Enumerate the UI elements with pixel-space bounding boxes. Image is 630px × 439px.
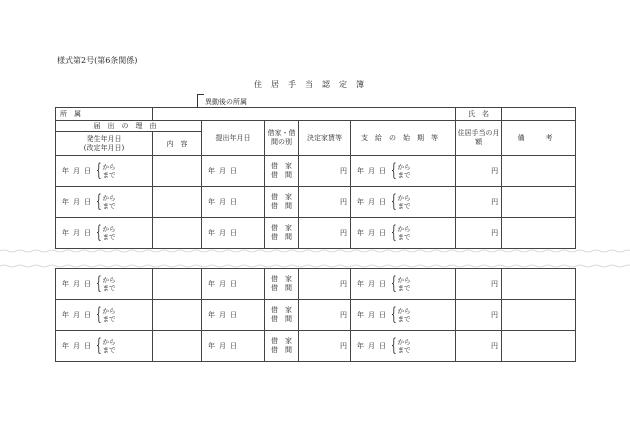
occurrence-until: まで: [102, 315, 116, 323]
dept-label-cell: [56, 108, 153, 121]
rent-type-cell[interactable]: [265, 218, 299, 249]
occurrence-date-cell[interactable]: [56, 269, 153, 300]
allowance-yen: 円: [491, 342, 498, 350]
payment-start-until: まで: [397, 202, 411, 210]
payment-start-month: 月: [368, 311, 379, 319]
submission-year: 年: [208, 198, 219, 206]
brace-icon: {: [95, 160, 102, 181]
occurrence-until: まで: [102, 233, 116, 241]
occurrence-from: から: [102, 194, 116, 202]
rent-type-cell[interactable]: [265, 300, 299, 331]
payment-start-cell[interactable]: [351, 187, 456, 218]
table-row: [56, 218, 576, 249]
allowance-cell[interactable]: [456, 156, 502, 187]
name-input-cell[interactable]: [502, 108, 576, 121]
allowance-cell[interactable]: [456, 331, 502, 362]
submission-day: 日: [230, 229, 241, 237]
occurrence-from: から: [102, 163, 116, 171]
payment-start-until: まで: [397, 284, 411, 292]
submission-day: 日: [230, 167, 241, 175]
payment-start-year: 年: [357, 280, 368, 288]
content-cell[interactable]: [153, 269, 202, 300]
dept-label: 所 属: [60, 110, 81, 118]
occurrence-until: まで: [102, 346, 116, 354]
occurrence-year: 年: [62, 342, 73, 350]
occurrence-from: から: [102, 276, 116, 284]
determined-rent-header: 決定家賃等: [299, 121, 351, 156]
torn-edge: [0, 249, 630, 268]
occurrence-day: 日: [84, 280, 95, 288]
page-title: 住居手当認定簿: [254, 80, 373, 89]
payment-start-year: 年: [357, 167, 368, 175]
remarks-cell[interactable]: [502, 156, 576, 187]
content-cell[interactable]: [153, 331, 202, 362]
rent-type-room: 借 間: [271, 202, 292, 210]
brace-icon: {: [390, 191, 397, 212]
allowance-cell[interactable]: [456, 269, 502, 300]
occurrence-year: 年: [62, 229, 73, 237]
occurrence-day: 日: [84, 229, 95, 237]
rent-type-room: 借 間: [271, 346, 292, 354]
submission-date-cell[interactable]: [202, 269, 265, 300]
rent-type-house: 借 家: [271, 337, 292, 345]
occurrence-from: から: [102, 225, 116, 233]
determined-rent-cell[interactable]: [299, 331, 351, 362]
occurrence-day: 日: [84, 198, 95, 206]
content-cell[interactable]: [153, 218, 202, 249]
remarks-cell[interactable]: [502, 218, 576, 249]
submission-month: 月: [219, 280, 230, 288]
brace-icon: {: [390, 335, 397, 356]
submission-month: 月: [219, 229, 230, 237]
occurrence-date-cell[interactable]: [56, 218, 153, 249]
payment-start-month: 月: [368, 280, 379, 288]
occurrence-day: 日: [84, 167, 95, 175]
rent-type-house: 借 家: [271, 224, 292, 232]
occurrence-month: 月: [73, 167, 84, 175]
submission-year: 年: [208, 311, 219, 319]
allowance-yen: 円: [491, 311, 498, 319]
payment-start-cell[interactable]: [351, 156, 456, 187]
submission-date-header: 提出年月日: [202, 121, 265, 156]
payment-start-until: まで: [397, 233, 411, 241]
determined-rent-cell[interactable]: [299, 269, 351, 300]
name-label-cell: [456, 108, 502, 121]
brace-icon: {: [390, 160, 397, 181]
occurrence-month: 月: [73, 342, 84, 350]
bracket-mark: [197, 94, 204, 108]
payment-start-from: から: [397, 276, 411, 284]
content-cell[interactable]: [153, 300, 202, 331]
payment-start-year: 年: [357, 198, 368, 206]
occurrence-date-cell[interactable]: [56, 187, 153, 218]
name-label: 氏 名: [468, 110, 490, 118]
payment-start-cell[interactable]: [351, 331, 456, 362]
payment-start-until: まで: [397, 171, 411, 179]
payment-start-year: 年: [357, 229, 368, 237]
table-row: [56, 156, 576, 187]
payment-start-day: 日: [379, 280, 390, 288]
payment-start-year: 年: [357, 342, 368, 350]
determined-rent-yen: 円: [340, 280, 347, 288]
determined-rent-yen: 円: [340, 167, 347, 175]
payment-start-from: から: [397, 338, 411, 346]
payment-start-until: まで: [397, 346, 411, 354]
payment-start-month: 月: [368, 342, 379, 350]
rent-type-house: 借 家: [271, 162, 292, 170]
table-row: [56, 331, 576, 362]
submission-date-cell[interactable]: [202, 156, 265, 187]
rent-type-cell[interactable]: [265, 187, 299, 218]
occurrence-day: 日: [84, 311, 95, 319]
occurrence-from: から: [102, 307, 116, 315]
allowance-yen: 円: [491, 229, 499, 237]
submission-date-cell[interactable]: [202, 187, 265, 218]
reason-header: 届出の理由: [56, 121, 202, 132]
allowance-register-table-top: [55, 107, 576, 249]
payment-start-day: 日: [379, 229, 390, 237]
table-row: [56, 300, 576, 331]
occurrence-year: 年: [62, 280, 73, 288]
payment-start-cell[interactable]: [351, 300, 456, 331]
submission-day: 日: [230, 342, 241, 350]
brace-icon: {: [390, 304, 397, 325]
submission-month: 月: [219, 198, 230, 206]
occurrence-month: 月: [73, 280, 84, 288]
allowance-yen: 円: [491, 167, 499, 175]
submission-month: 月: [219, 167, 230, 175]
rent-type-room: 借 間: [271, 171, 292, 179]
occurrence-until: まで: [102, 171, 116, 179]
occurrence-month: 月: [73, 311, 84, 319]
dept-after-transfer-label: 異動後の所属: [205, 98, 247, 106]
brace-icon: {: [390, 222, 397, 243]
allowance-cell[interactable]: [456, 218, 502, 249]
submission-month: 月: [219, 311, 230, 319]
occurrence-until: まで: [102, 202, 116, 210]
allowance-yen: 円: [491, 198, 499, 206]
payment-start-day: 日: [379, 198, 390, 206]
table-row: [56, 269, 576, 300]
allowance-header: 住居手当の月額: [456, 121, 502, 156]
brace-icon: {: [95, 191, 102, 212]
allowance-cell[interactable]: [456, 300, 502, 331]
occurrence-year: 年: [62, 198, 73, 206]
occurrence-day: 日: [84, 342, 95, 350]
occurrence-from: から: [102, 338, 116, 346]
submission-month: 月: [219, 342, 230, 350]
payment-start-from: から: [397, 307, 411, 315]
submission-day: 日: [230, 280, 241, 288]
submission-year: 年: [208, 229, 219, 237]
payment-start-from: から: [397, 194, 411, 202]
allowance-cell[interactable]: [456, 187, 502, 218]
rent-type-cell[interactable]: [265, 269, 299, 300]
payment-start-day: 日: [379, 167, 390, 175]
determined-rent-cell[interactable]: [299, 218, 351, 249]
form-number: 様式第2号(第6条関係): [57, 56, 138, 65]
payment-start-year: 年: [357, 311, 368, 319]
occurrence-date-cell[interactable]: [56, 156, 153, 187]
occurrence-year: 年: [62, 311, 73, 319]
rent-type-room: 借 間: [271, 284, 292, 292]
table-row: [56, 187, 576, 218]
submission-year: 年: [208, 342, 219, 350]
payment-start-cell[interactable]: [351, 269, 456, 300]
submission-day: 日: [230, 198, 241, 206]
brace-icon: {: [390, 273, 397, 294]
submission-date-cell[interactable]: [202, 300, 265, 331]
occurrence-month: 月: [73, 198, 84, 206]
submission-date-cell[interactable]: [202, 218, 265, 249]
determined-rent-yen: 円: [340, 229, 347, 237]
determined-rent-yen: 円: [340, 311, 347, 319]
allowance-register-table-bottom: [55, 268, 576, 362]
payment-start-until: まで: [397, 315, 411, 323]
revision-date-label: (改定年月日): [83, 143, 125, 152]
payment-start-month: 月: [368, 198, 379, 206]
occurrence-date-header: [56, 132, 153, 156]
occurrence-date-label: 発生年月日: [86, 134, 122, 143]
rent-type-house: 借 家: [271, 275, 292, 283]
remarks-cell[interactable]: [502, 269, 576, 300]
occurrence-year: 年: [62, 167, 73, 175]
brace-icon: {: [95, 273, 102, 294]
payment-start-month: 月: [368, 167, 379, 175]
brace-icon: {: [95, 222, 102, 243]
content-cell[interactable]: [153, 187, 202, 218]
rent-type-room: 借 間: [271, 315, 292, 323]
occurrence-month: 月: [73, 229, 84, 237]
occurrence-date-cell[interactable]: [56, 300, 153, 331]
page-break-gap: [0, 249, 630, 268]
submission-year: 年: [208, 167, 219, 175]
remarks-header: 備 考: [502, 121, 576, 156]
rent-type-house: 借 家: [271, 306, 292, 314]
brace-icon: {: [95, 335, 102, 356]
payment-start-day: 日: [379, 342, 390, 350]
payment-start-day: 日: [379, 311, 390, 319]
determined-rent-yen: 円: [340, 198, 347, 206]
payment-start-header: 支給の始期等: [351, 121, 456, 156]
dept-input-cell[interactable]: [153, 108, 456, 121]
remarks-cell[interactable]: [502, 331, 576, 362]
brace-icon: {: [95, 304, 102, 325]
payment-start-cell[interactable]: [351, 218, 456, 249]
determined-rent-cell[interactable]: [299, 156, 351, 187]
occurrence-date-cell[interactable]: [56, 331, 153, 362]
occurrence-until: まで: [102, 284, 116, 292]
rent-type-cell[interactable]: [265, 331, 299, 362]
content-header: 内 容: [153, 132, 202, 156]
determined-rent-yen: 円: [340, 342, 347, 350]
determined-rent-cell[interactable]: [299, 300, 351, 331]
content-cell[interactable]: [153, 156, 202, 187]
submission-year: 年: [208, 280, 219, 288]
remarks-cell[interactable]: [502, 187, 576, 218]
rent-type-house: 借 家: [271, 193, 292, 201]
payment-start-from: から: [397, 225, 411, 233]
payment-start-from: から: [397, 163, 411, 171]
allowance-yen: 円: [491, 280, 498, 288]
submission-date-cell[interactable]: [202, 331, 265, 362]
rent-type-cell[interactable]: [265, 156, 299, 187]
submission-day: 日: [230, 311, 241, 319]
rent-type-header: 借家・借間の別: [265, 121, 299, 156]
payment-start-month: 月: [368, 229, 379, 237]
rent-type-room: 借 間: [271, 233, 292, 241]
determined-rent-cell[interactable]: [299, 187, 351, 218]
remarks-cell[interactable]: [502, 300, 576, 331]
